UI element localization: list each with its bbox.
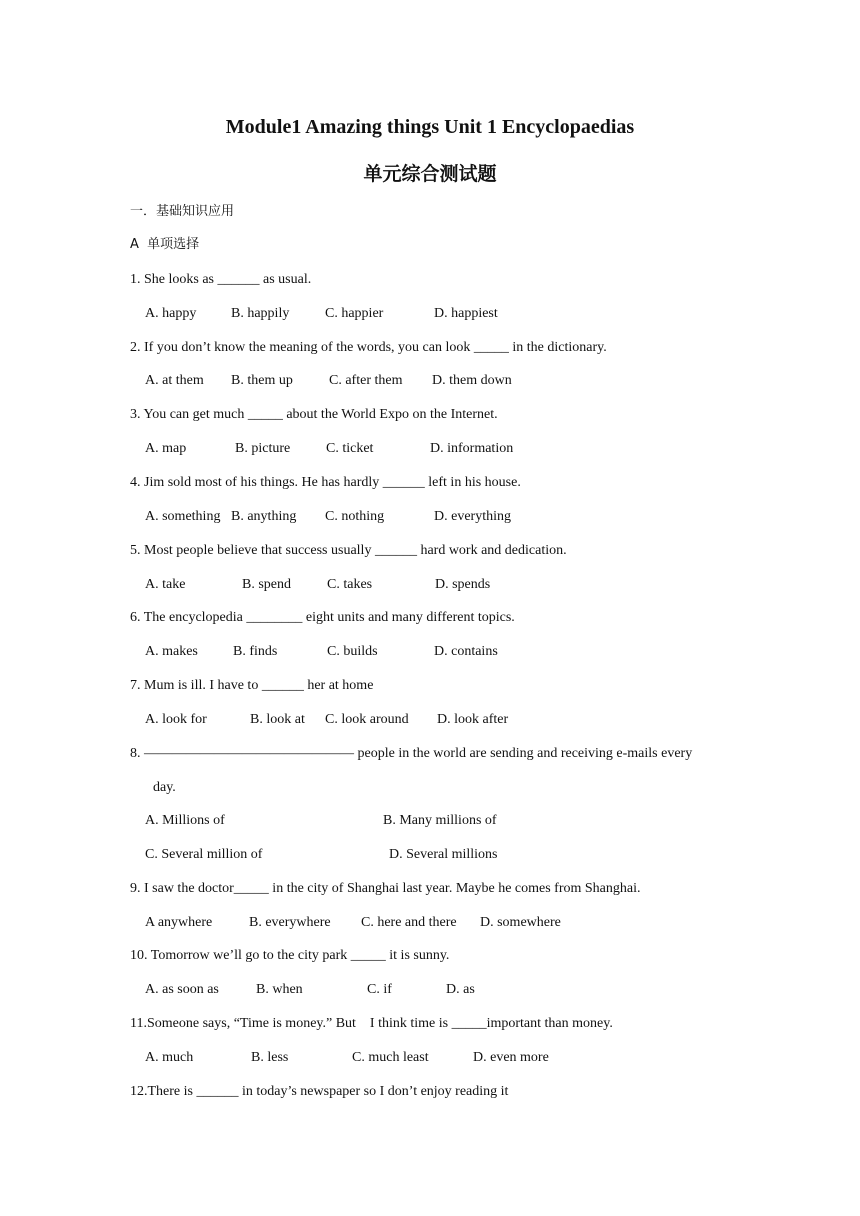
option-5b: B. spend	[242, 577, 291, 592]
option-2a: A. at them	[145, 373, 204, 388]
question-12: 12.There is ______ in today’s newspaper so I don’t enjoy reading it	[130, 1084, 509, 1099]
option-9d: D. somewhere	[480, 915, 561, 930]
option-1a: A. happy	[145, 306, 197, 321]
option-8d: D. Several millions	[389, 847, 498, 862]
option-7d: D. look after	[437, 712, 509, 727]
question-2: 2. If you don’t know the meaning of the words, you can look _____ in the dictionary.	[130, 340, 607, 355]
option-4d: D. everything	[434, 509, 511, 524]
option-3d: D. information	[430, 441, 514, 456]
section-heading: 一．基础知识应用	[130, 204, 235, 219]
option-9a: A anywhere	[145, 915, 213, 930]
option-5a: A. take	[145, 577, 186, 592]
option-4c: C. nothing	[325, 509, 385, 524]
option-1d: D. happiest	[434, 306, 498, 321]
option-1c: C. happier	[325, 306, 384, 321]
option-10b: B. when	[256, 982, 303, 997]
question-1: 1. She looks as ______ as usual.	[130, 272, 312, 287]
option-4a: A. something	[145, 509, 221, 524]
option-8b: B. Many millions of	[383, 813, 497, 828]
question-11: 11.Someone says, “Time is money.” But I think time is _____important than money.	[130, 1016, 613, 1031]
option-3b: B. picture	[235, 441, 291, 456]
option-6b: B. finds	[233, 644, 278, 659]
option-2d: D. them down	[432, 373, 512, 388]
question-8: 8. ——————————————— people in the world are sending and receiving e-mails every	[130, 746, 693, 761]
document-title: Module1 Amazing things Unit 1 Encyclopaedias	[225, 116, 635, 138]
option-4b: B. anything	[231, 509, 297, 524]
option-8a: A. Millions of	[145, 813, 225, 828]
question-10: 10. Tomorrow we’ll go to the city park _____ it is sunny.	[130, 948, 450, 963]
question-7: 7. Mum is ill. I have to ______ her at home	[130, 678, 374, 693]
subsection-heading: A 单项选择	[130, 237, 200, 252]
option-11d: D. even more	[473, 1050, 549, 1065]
question-4: 4. Jim sold most of his things. He has hardly ______ left in his house.	[130, 475, 521, 490]
option-7a: A. look for	[145, 712, 207, 727]
question-8-continued: day.	[153, 780, 176, 795]
option-11a: A. much	[145, 1050, 194, 1065]
option-3c: C. ticket	[326, 441, 374, 456]
option-6a: A. makes	[145, 644, 198, 659]
option-1b: B. happily	[231, 306, 290, 321]
option-5c: C. takes	[327, 577, 373, 592]
option-9b: B. everywhere	[249, 915, 331, 930]
option-6d: D. contains	[434, 644, 498, 659]
question-3: 3. You can get much _____ about the World Expo on the Internet.	[130, 407, 498, 422]
option-8c: C. Several million of	[145, 847, 263, 862]
question-9: 9. I saw the doctor_____ in the city of Shanghai last year. Maybe he comes from Shanghai.	[130, 881, 641, 896]
option-2c: C. after them	[329, 373, 403, 388]
option-7b: B. look at	[250, 712, 305, 727]
option-10d: D. as	[446, 982, 475, 997]
question-5: 5. Most people believe that success usually ______ hard work and dedication.	[130, 543, 567, 558]
option-11c: C. much least	[352, 1050, 429, 1065]
document-subtitle: 单元综合测试题	[363, 163, 497, 185]
option-9c: C. here and there	[361, 915, 457, 930]
option-10c: C. if	[367, 982, 392, 997]
option-10a: A. as soon as	[145, 982, 219, 997]
option-7c: C. look around	[325, 712, 409, 727]
option-2b: B. them up	[231, 373, 293, 388]
option-5d: D. spends	[435, 577, 491, 592]
option-11b: B. less	[251, 1050, 289, 1065]
option-3a: A. map	[145, 441, 187, 456]
question-6: 6. The encyclopedia ________ eight units and many different topics.	[130, 610, 515, 625]
option-6c: C. builds	[327, 644, 378, 659]
